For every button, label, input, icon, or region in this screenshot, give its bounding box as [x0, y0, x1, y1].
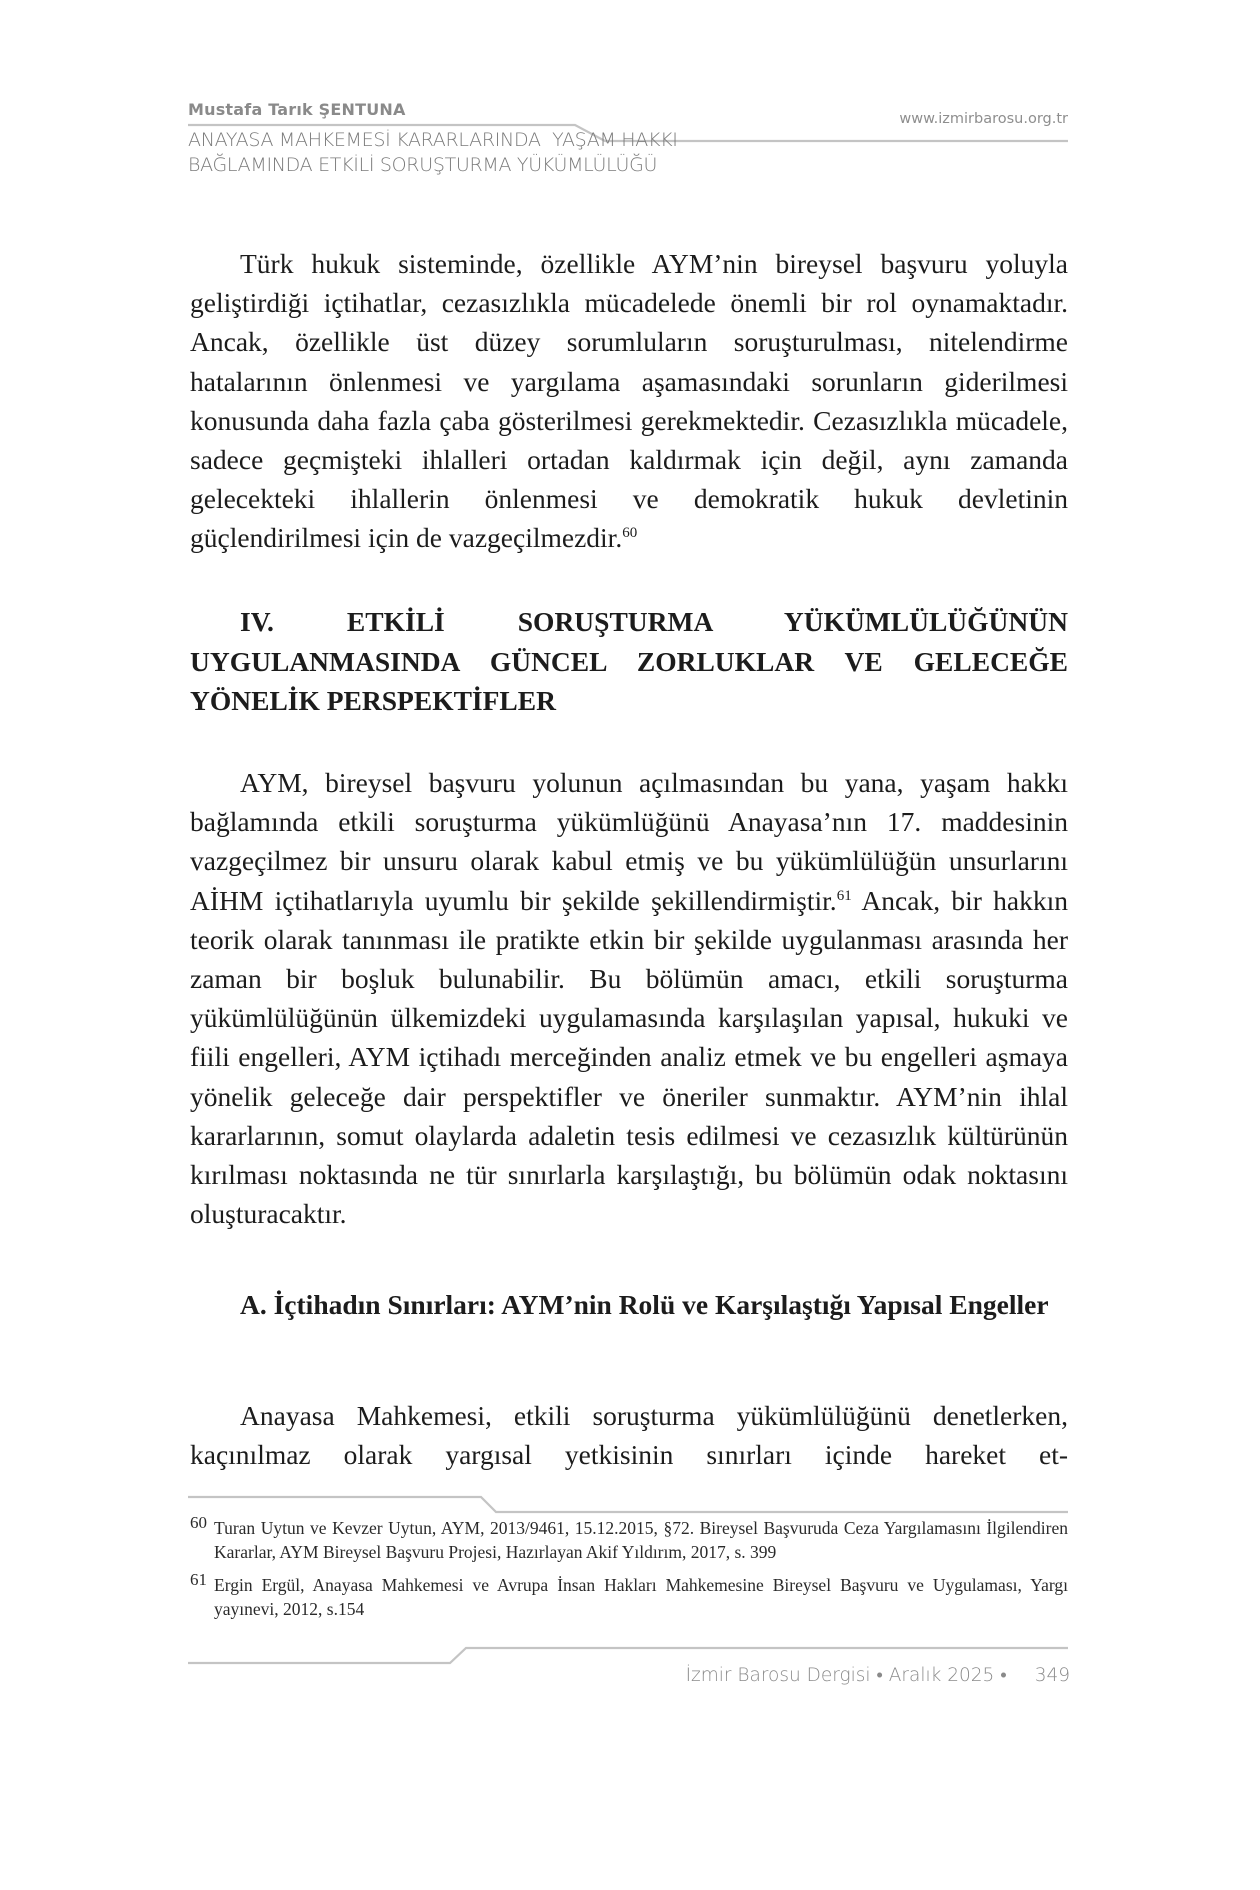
body-paragraph-1 [190, 244, 1068, 558]
section-heading-line-1: IV. ETKİLİ SORUŞTURMA YÜKÜMLÜLÜĞÜNÜN [240, 606, 1068, 637]
footnote-text: Ergin Ergül, Anayasa Mahkemesi ve Avrupa İnsan Hakları Mahkemesine Bireysel Başvuru ve Uygulaması, Yargı yayınevi, 2012, s.154 [214, 1575, 1068, 1619]
running-header-title-line-2: BAĞLAMINDA ETKİLİ SORUŞTURMA YÜKÜMLÜLÜĞÜ [188, 154, 658, 176]
section-heading-line-2: UYGULANMASINDA GÜNCEL ZORLUKLAR VE GELECEĞE [190, 645, 1068, 677]
running-header-title [188, 128, 678, 178]
section-heading-iv [190, 602, 1068, 721]
journal-website-link[interactable]: www.izmirbarosu.org.tr [899, 111, 1068, 127]
footnote-number: 61 [190, 1570, 207, 1589]
running-footer [0, 1664, 1070, 1686]
footer-journal-info: İzmir Barosu Dergisi • Aralık 2025 • [685, 1665, 1007, 1686]
paragraph-3-text: Anayasa Mahkemesi, etkili soruşturma yükümlülüğünü denetlerken, kaçınılmaz olarak yargısal yetkisinin sınırları içinde hareket et- [190, 1400, 1068, 1471]
subsection-heading-a: A. İçtihadın Sınırları: AYM’nin Rolü ve Karşılaştığı Yapısal Engeller [240, 1289, 1049, 1320]
paragraph-1-text: Türk hukuk sisteminde, özellikle AYM’nin bireysel başvuru yoluyla geliştirdiği içtihatlar, cezasızlıkla mücadelede önemli bir rol oynamaktadır. Ancak, özellikle üst düzey sorumluların soruşturulması, nitelendirme hatalarının önlenmesi ve yargılama aşamasındaki sorunların giderilmesi konusunda daha fazla çaba gösterilmesi gerekmektedir. Cezasızlıkla mücadele, sadece geçmişteki ihlalleri ortadan kaldırmak için değil, aynı zamanda gelecekteki ihlallerin önlenmesi ve demokratik hukuk devletinin güçlendirilmesi için de vazgeçilmezdir. [190, 248, 1068, 554]
page-number: 349 [1034, 1665, 1070, 1686]
footnote-ref-61[interactable]: 61 [836, 887, 852, 904]
section-heading-line-3: YÖNELİK PERSPEKTİFLER [190, 685, 556, 716]
running-header-title-line-1: ANAYASA MAHKEMESİ KARARLARINDA YAŞAM HAKKI [188, 129, 678, 151]
running-header-author: Mustafa Tarık ŞENTUNA [188, 100, 406, 119]
footnote-number: 60 [190, 1513, 207, 1532]
body-paragraph-3 [190, 1396, 1068, 1474]
footnote-60 [190, 1513, 1068, 1564]
footnote-text: Turan Uytun ve Kevzer Uytun, AYM, 2013/9461, 15.12.2015, §72. Bireysel Başvuruda Ceza Yargılamasını İlgilendiren Kararlar, AYM Bireysel Başvuru Projesi, Hazırlayan Akif Yıldırım, 2017, s. 399 [214, 1518, 1068, 1562]
footnote-ref-60[interactable]: 60 [622, 525, 638, 542]
footer-rule [188, 1648, 1068, 1663]
paragraph-2-text-b: Ancak, bir hakkın teorik olarak tanınması ile pratikte etkin bir şekilde uygulanması arasında her zaman bir boşluk bulunabilir. Bu bölümün amacı, etkili soruşturma yükümlülüğünün ülkemizdeki uygulamasında karşılaşılan yapısal, hukuki ve fiili engelleri, AYM içtihadı merceğinden analiz etmek ve bu engelleri aşmaya yönelik geleceğe dair perspektifler ve öneriler sunmaktır. AYM’nin ihlal kararlarının, somut olaylarda adaletin tesis edilmesi ve cezasızlık kültürünün kırılması noktasında ne tür sınırlarla karşılaştığı, bu bölümün odak noktasını oluşturacaktır. [190, 884, 1068, 1230]
footnotes [190, 1513, 1068, 1630]
footnote-separator [188, 1497, 1068, 1512]
footnote-61 [190, 1570, 1068, 1621]
body-paragraph-2 [190, 763, 1068, 1233]
paragraph-2-text-a: AYM, bireysel başvuru yolunun açılmasından bu yana, yaşam hakkı bağlamında etkili soruşturma yükümlüğünü Anayasa’nın 17. maddesinin vazgeçilmez bir unsuru olarak kabul etmiş ve bu yükümlülüğün unsurlarını AİHM içtihatlarıyla uyumlu bir şekilde şekillendirmiştir. [190, 767, 1068, 916]
